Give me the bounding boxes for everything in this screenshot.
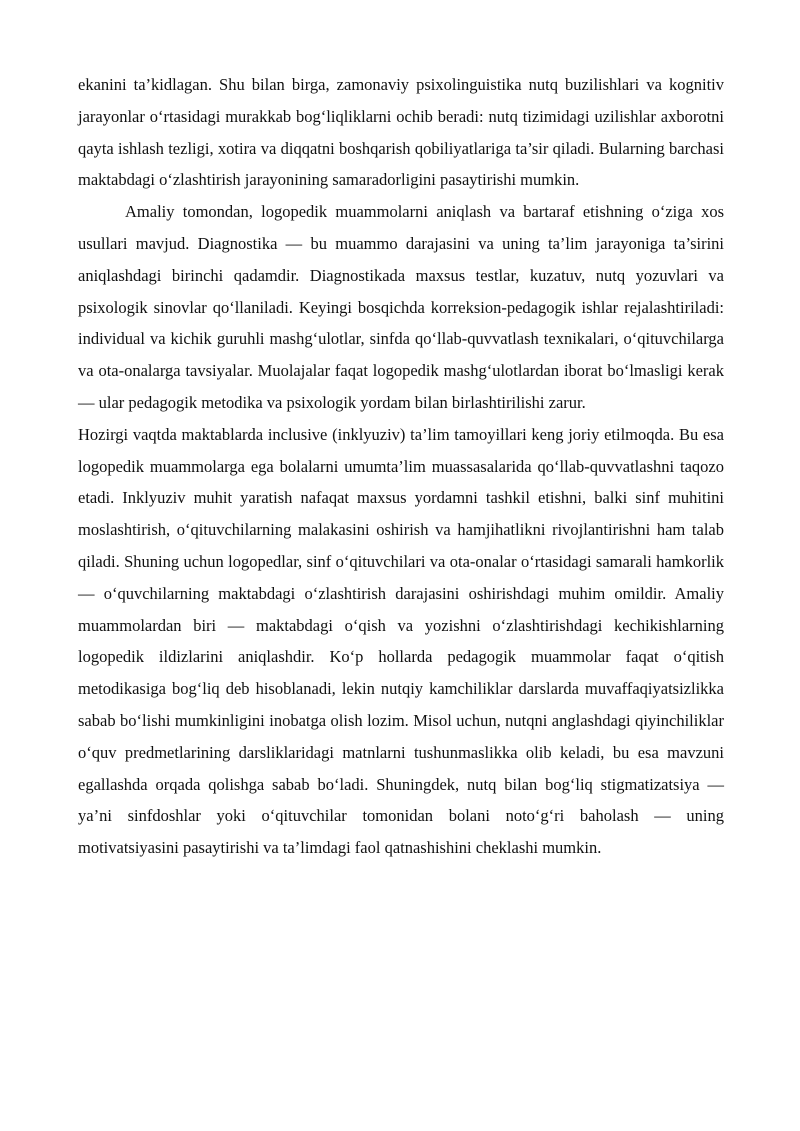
document-page — [78, 69, 724, 864]
paragraph-practical-side: Amaliy tomondan, logopedik muammolarni aniqlash va bartaraf etishning o‘ziga xos usullari mavjud. Diagnostika — bu muammo darajasini va uning ta’lim jarayoniga ta’sirini aniqlashdagi birinchi qadamdir. Diagnostikada maxsus testlar, kuzatuv, nutq yozuvlari va psixologik sinovlar qo‘llaniladi. Keyingi bosqichda korreksion-pedagogik ishlar rejalashtiriladi: individual va kichik guruhli mashg‘ulotlar, sinfda qo‘llab-quvvatlash texnikalari, o‘qituvchilarga va ota-onalarga tavsiyalar. Muolajalar faqat logopedik mashg‘ulotlardan iborat bo‘lmasligi kerak — ular pedagogik metodika va psixologik yordam bilan birlashtirilishi zarur. — [78, 202, 724, 412]
paragraph-inclusive-education: Hozirgi vaqtda maktablarda inclusive (inklyuziv) ta’lim tamoyillari keng joriy etilmoqda. Bu esa logopedik muammolarga ega bolalarni umumta’lim muassasalarida qo‘llab-quvvatlashni taqozo etadi. Inklyuziv muhit yaratish nafaqat maxsus yordamni tashkil etishni, balki sinf muhitini moslashtirish, o‘qituvchilarning malakasini oshirish va hamjihatlikni rivojlantirishni ham talab qiladi. Shuning uchun logopedlar, sinf o‘qituvchilari va ota-onalar o‘rtasidagi samarali hamkorlik — o‘quvchilarning maktabdagi o‘zlashtirish darajasini oshirishdagi muhim omildir. Amaliy muammolardan biri — maktabdagi o‘qish va yozishni o‘zlashtirishdagi kechikishlarning logopedik ildizlarini aniqlashdir. Ko‘p hollarda pedagogik muammolar faqat o‘qitish metodikasiga bog‘liq deb hisoblanadi, lekin nutqiy kamchiliklar darslarda muvaffaqiyatsizlikka sabab bo‘lishi mumkinligini inobatga olish lozim. Misol uchun, nutqni anglashdagi qiyinchiliklar o‘quv predmetlarining darsliklaridagi matnlarni tushunmaslikka olib keladi, bu esa mavzuni egallashda orqada qolishga sabab bo‘ladi. Shuningdek, nutq bilan bog‘liq stigmatizatsiya — ya’ni sinfdoshlar yoki o‘qituvchilar tomonidan bolani noto‘g‘ri baholash — uning motivatsiyasini pasaytirishi va ta’limdagi faol qatnashishini cheklashi mumkin. — [78, 424, 724, 858]
paragraph-continuation: ekanini ta’kidlagan. Shu bilan birga, zamonaviy psixolinguistika nutq buzilishlari va kognitiv jarayonlar o‘rtasidagi murakkab bog‘liqliklarni ochib beradi: nutq tizimidagi uzilishlar axborotni qayta ishlash tezligi, xotira va diqqatni boshqarish qobiliyatlariga ta’sir qiladi. Bularning barchasi maktabdagi o‘zlashtirish jarayonining samaradorligini pasaytirishi mumkin. — [78, 75, 724, 190]
